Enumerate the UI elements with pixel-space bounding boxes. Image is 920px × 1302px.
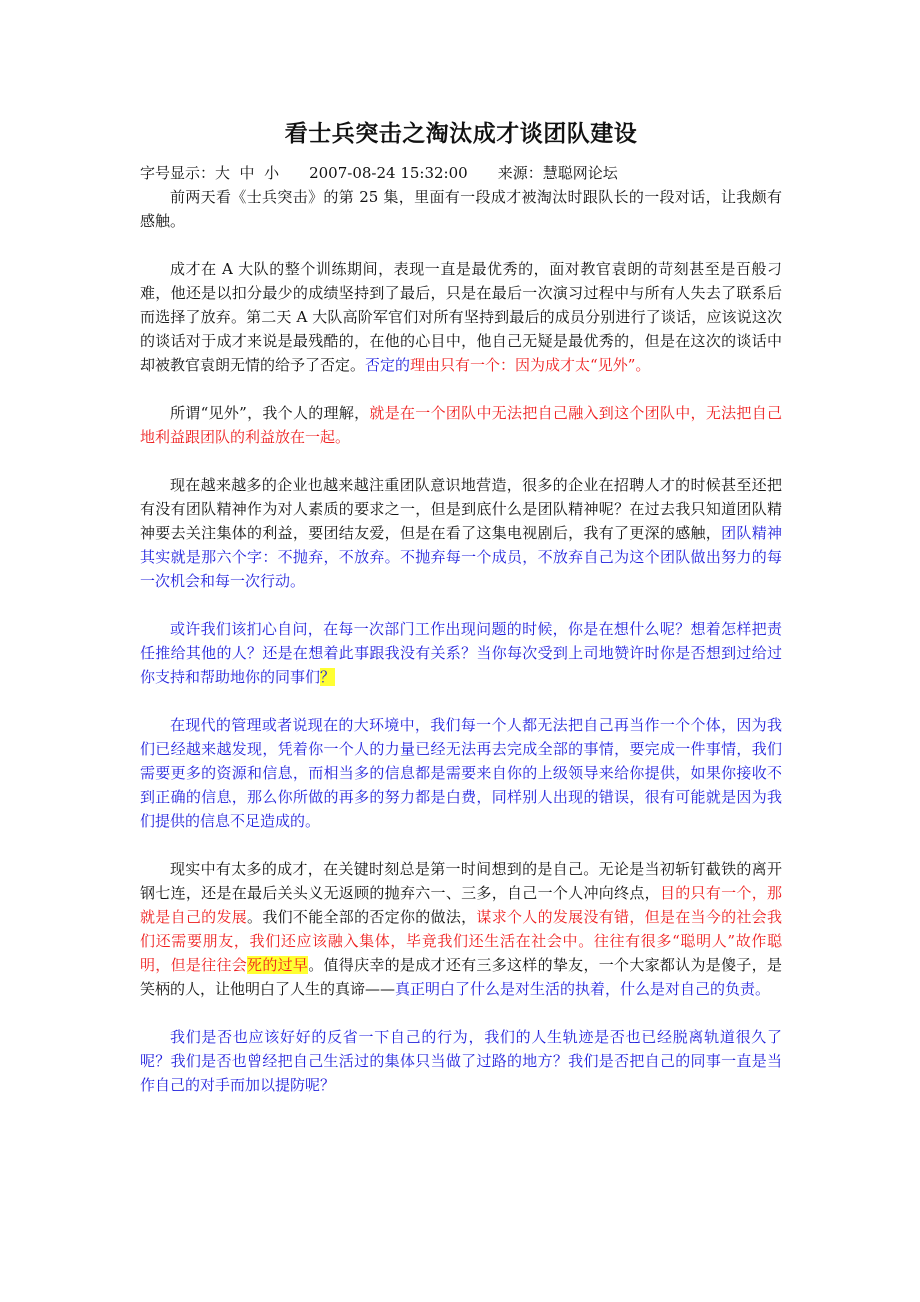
body-paragraph [140,857,782,1001]
paragraph-spacer [140,449,782,473]
text-run: 就是在一个团队中无法把自己融入到这个团队中，无法把自己地利益跟团队的利益放在一起。 [140,404,782,446]
paragraph-spacer [140,377,782,401]
text-run: 谋求个人的发展没有错，但是在当今的社会我们还需要朋友，我们还应该融入集体，毕竟我们还生活在社会中。往往有很多“聪明人”故作聪明，但是往往会 [140,908,782,974]
body-paragraph [140,617,782,689]
text-run: 。我们不能全部的否定你的做法， [247,908,477,926]
text-run: ？ [320,668,336,686]
text-run: 现在越来越多的企业也越来越注重团队意识地营造，很多的企业在招聘人才的时候甚至还把有没有团队精神作为对人素质的要求之一，但是到底什么是团队精神呢？在过去我只知道团队精神要去关注集体的利益，要团结友爱，但是在看了这集电视剧后，我有了更深的感触， [140,476,782,542]
body-paragraph [140,473,782,593]
text-run: 我们是否也应该好好的反省一下自己的行为，我们的人生轨迹是否也已经脱离轨道很久了呢？我们是否也曾经把自己生活过的集体只当做了过路的地方？我们是否把自己的同事一直是当作自己的对手而加以提防呢？ [140,1028,782,1094]
text-run: 否定的 [365,356,411,374]
body-paragraph [140,713,782,833]
paragraph-spacer [140,1001,782,1025]
body-paragraph [140,401,782,449]
text-run: 成才在 A 大队的整个训练期间，表现一直是最优秀的，面对教官袁朗的苛刻甚至是百般刁难，他还是以扣分最少的成绩坚持到了最后，只是在最后一次演习过程中与所有人失去了联系后而选择了放弃。第二天 A 大队高阶军官们对所有坚持到最后的成员分别进行了谈话，应该说这次的谈话对于成才来说是最残酷的，在他的心目中，他自己无疑是最优秀的，但是在这次的谈话中却被教官袁朗无情的给予了否定。 [140,260,782,374]
text-run: 现实中有太多的成才，在关键时刻总是第一时间想到的是自己。无论是当初斩钉截铁的离开钢七连，还是在最后关头义无返顾的抛弃六一、三多，自己一个人冲向终点， [140,860,782,902]
text-run: 死的过早 [247,956,309,974]
paragraph-spacer [140,233,782,257]
source-label: 来源：慧聪网论坛 [497,164,618,182]
text-run: 理由只有一个：因为成才太“见外”。 [410,356,651,374]
paragraph-spacer [140,689,782,713]
body-paragraph [140,257,782,377]
text-run: 真正明白了什么是对生活的执着，什么是对自己的负责。 [395,980,771,998]
body-paragraph [140,1025,782,1097]
text-run: 团队精神其实就是那六个字：不抛弃，不放弃。不抛弃每一个成员，不放弃自己为这个团队做出努力的每一次机会和每一次行动。 [140,524,782,590]
article-body [140,185,782,1097]
font-size-label: 字号显示：大 中 小 [140,164,280,182]
document-page [140,118,782,1097]
text-run: 前两天看《士兵突击》的第 25 集，里面有一段成才被淘汰时跟队长的一段对话，让我颇有感触。 [140,188,782,230]
document-title: 看士兵突击之淘汰成才谈团队建设 [284,121,638,147]
article-meta [140,161,782,185]
paragraph-spacer [140,593,782,617]
text-run: 在现代的管理或者说现在的大环境中，我们每一个人都无法把自己再当作一个个体，因为我们已经越来越发现，凭着你一个人的力量已经无法再去完成全部的事情，要完成一件事情，我们需要更多的资源和信息，而相当多的信息都是需要来自你的上级领导来给你提供，如果你接收不到正确的信息，那么你所做的再多的努力都是白费，同样别人出现的错误，很有可能就是因为我们提供的信息不足造成的。 [140,716,782,830]
paragraph-spacer [140,833,782,857]
text-run: 所谓“见外”，我个人的理解， [170,404,370,422]
body-paragraph [140,185,782,233]
text-run: 。值得庆幸的是成才还有三多这样的挚友，一个大家都认为是傻子，是笑柄的人，让他明白了人生的真谛—— [140,956,782,998]
text-run: 目的只有一个，那就是自己的发展 [140,884,782,926]
text-run: 或许我们该扪心自问，在每一次部门工作出现问题的时候，你是在想什么呢？想着怎样把责任推给其他的人？还是在想着此事跟我没有关系？当你每次受到上司地赞许时你是否想到过给过你支持和帮助地你的同事们 [140,620,782,686]
publish-date: 2007-08-24 15:32:00 [309,164,468,182]
